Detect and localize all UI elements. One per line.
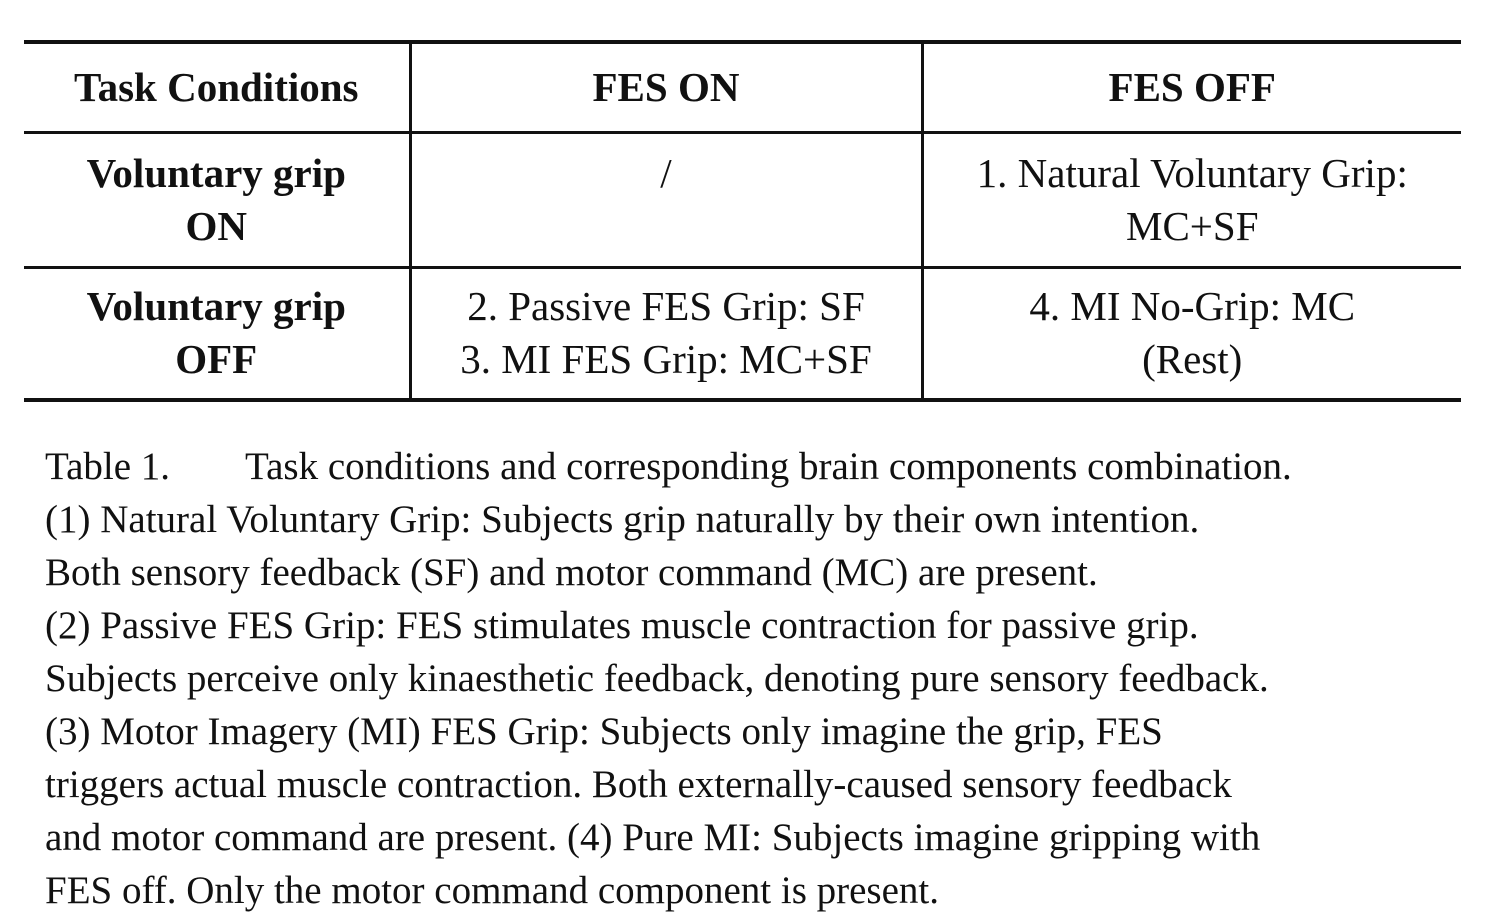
- row-label-line: ON: [185, 202, 247, 249]
- caption-line: (1) Natural Voluntary Grip: Subjects grip naturally by their own intention.: [45, 498, 1200, 541]
- cell-grip-on-fes-on: [410, 132, 922, 267]
- table-caption: [45, 440, 1465, 917]
- caption-line: (2) Passive FES Grip: FES stimulates muscle contraction for passive grip.: [45, 604, 1199, 647]
- cell-grip-on-fes-off: [922, 132, 1461, 267]
- cell-line: 4. MI No-Grip: MC: [1029, 283, 1356, 330]
- caption-line: and motor command are present. (4) Pure MI: Subjects imagine gripping with: [45, 816, 1261, 859]
- table-header-row: [24, 42, 1461, 132]
- caption-line: triggers actual muscle contraction. Both externally-caused sensory feedback: [45, 763, 1232, 806]
- cell-line: MC+SF: [1125, 202, 1259, 249]
- caption-line: (3) Motor Imagery (MI) FES Grip: Subjects only imagine the grip, FES: [45, 710, 1163, 753]
- row-label-line: OFF: [175, 336, 258, 383]
- caption-label: Table 1.: [45, 445, 171, 488]
- task-conditions-table-container: [24, 40, 1461, 402]
- caption-line: Subjects perceive only kinaesthetic feedback, denoting pure sensory feedback.: [45, 657, 1269, 700]
- row-label-line: Voluntary grip: [86, 149, 346, 196]
- cell-line: 3. MI FES Grip: MC+SF: [460, 336, 872, 383]
- cell-grip-off-fes-on: [410, 267, 922, 400]
- header-fes-off: FES OFF: [922, 42, 1461, 132]
- cell-line: 1. Natural Voluntary Grip:: [976, 149, 1408, 196]
- row-label-voluntary-grip-off: [24, 267, 410, 400]
- row-label-voluntary-grip-on: [24, 132, 410, 267]
- header-fes-on: FES ON: [410, 42, 922, 132]
- cell-spacer: [412, 200, 921, 253]
- row-label-line: Voluntary grip: [86, 283, 346, 330]
- caption-line: FES off. Only the motor command component is present.: [45, 869, 939, 912]
- header-task-conditions: Task Conditions: [74, 63, 359, 110]
- table-row-voluntary-grip-off: [24, 267, 1461, 400]
- cell-grip-off-fes-off: [922, 267, 1461, 400]
- caption-title: Task conditions and corresponding brain components combination.: [245, 445, 1292, 488]
- table-row-voluntary-grip-on: [24, 132, 1461, 267]
- caption-line: Both sensory feedback (SF) and motor command (MC) are present.: [45, 551, 1098, 594]
- cell-line: 2. Passive FES Grip: SF: [467, 283, 865, 330]
- cell-line: /: [660, 149, 672, 196]
- task-conditions-table: [24, 40, 1461, 402]
- caption-title-line: [45, 440, 1465, 493]
- cell-line: (Rest): [1142, 336, 1243, 383]
